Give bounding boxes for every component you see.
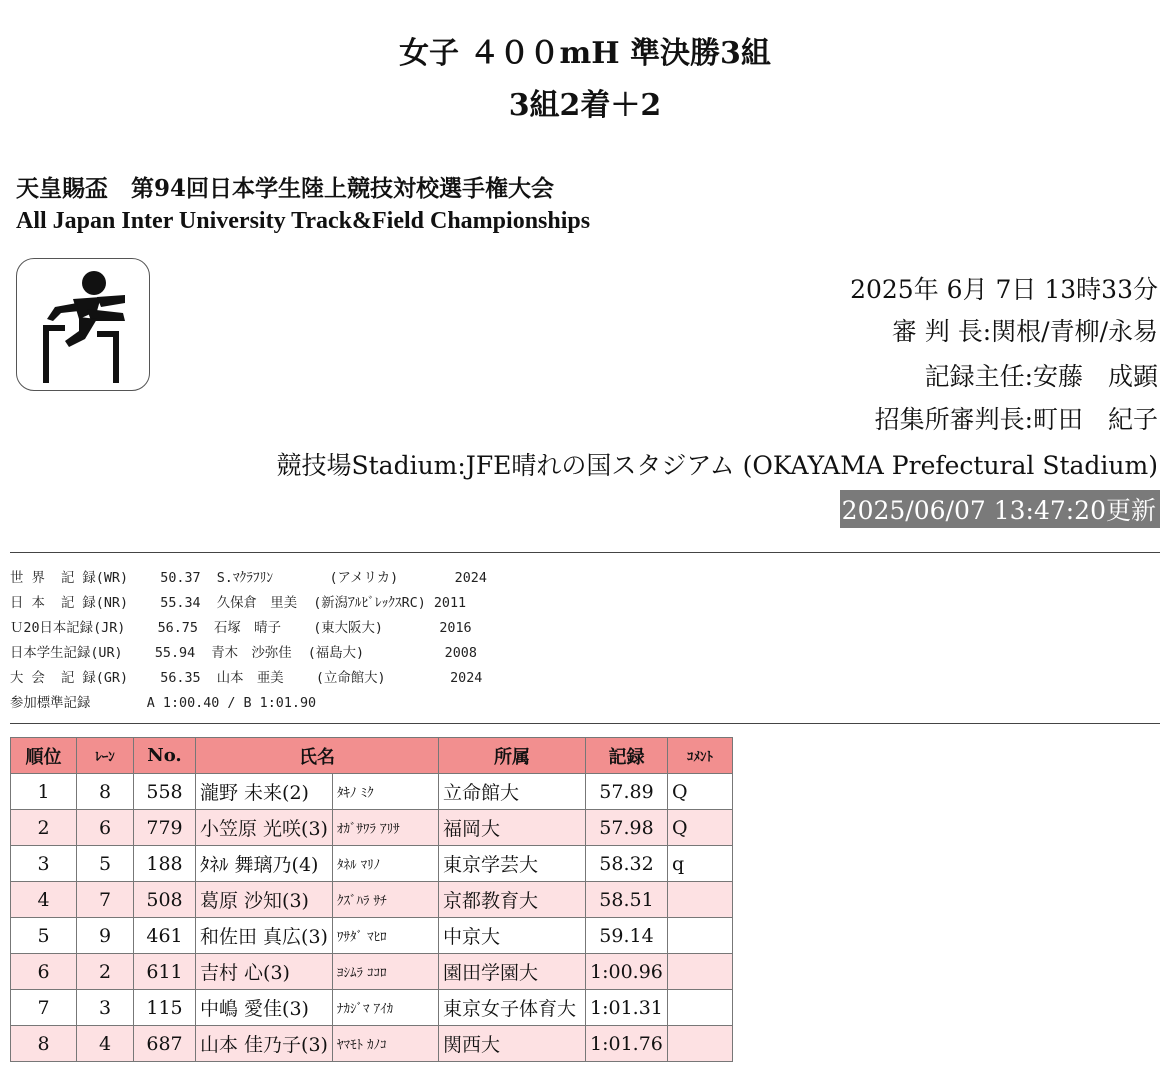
race-datetime: 2025年 6月 7日 13時33分 (850, 275, 1158, 304)
divider (10, 552, 1160, 553)
header-name: 氏名 (196, 738, 439, 774)
kana-cell: ﾜｻﾀﾞ ﾏﾋﾛ (332, 918, 438, 954)
kana-cell: ﾀﾈﾙ ﾏﾘﾉ (332, 846, 438, 882)
comment-cell: Q (667, 774, 732, 810)
records-block (10, 566, 487, 716)
kana-cell: ｸｽﾞﾊﾗ ｻﾁ (332, 882, 438, 918)
rank-cell: 6 (11, 954, 77, 990)
time-cell: 1:00.96 (585, 954, 667, 990)
affiliation-cell: 中京大 (438, 918, 585, 954)
hurdles-pictogram-icon (16, 258, 150, 391)
comment-cell (667, 882, 732, 918)
time-cell: 57.89 (585, 774, 667, 810)
table-row (11, 810, 733, 846)
number-cell: 558 (134, 774, 196, 810)
rank-cell: 7 (11, 990, 77, 1026)
table-row (11, 846, 733, 882)
name-cell: 瀧野 未来(2) (196, 774, 333, 810)
time-cell: 58.32 (585, 846, 667, 882)
header-rank: 順位 (11, 738, 77, 774)
kana-cell: ｵｶﾞｻﾜﾗ ｱﾘｻ (332, 810, 438, 846)
comment-cell (667, 954, 732, 990)
lane-cell: 5 (77, 846, 134, 882)
name-cell: 小笠原 光咲(3) (196, 810, 333, 846)
header-comment: ｺﾒﾝﾄ (667, 738, 732, 774)
table-row (11, 882, 733, 918)
comment-cell: Q (667, 810, 732, 846)
name-cell: 山本 佳乃子(3) (196, 1026, 333, 1062)
header-affiliation: 所属 (438, 738, 585, 774)
time-cell: 1:01.31 (585, 990, 667, 1026)
number-cell: 461 (134, 918, 196, 954)
meet-name-english: All Japan Inter University Track&Field Championships (16, 208, 591, 234)
lane-cell: 4 (77, 1026, 134, 1062)
table-row (11, 1026, 733, 1062)
rank-cell: 1 (11, 774, 77, 810)
comment-cell (667, 990, 732, 1026)
results-table (10, 737, 733, 1062)
name-cell: ﾀﾈﾙ 舞璃乃(4) (196, 846, 333, 882)
lane-cell: 8 (77, 774, 134, 810)
lane-cell: 6 (77, 810, 134, 846)
rank-cell: 5 (11, 918, 77, 954)
number-cell: 508 (134, 882, 196, 918)
table-row (11, 774, 733, 810)
name-cell: 中嶋 愛佳(3) (196, 990, 333, 1026)
affiliation-cell: 東京女子体育大 (438, 990, 585, 1026)
kana-cell: ﾀｷﾉ ﾐｸ (332, 774, 438, 810)
divider (10, 723, 1160, 724)
number-cell: 779 (134, 810, 196, 846)
number-cell: 611 (134, 954, 196, 990)
number-cell: 115 (134, 990, 196, 1026)
lane-cell: 3 (77, 990, 134, 1026)
lane-cell: 7 (77, 882, 134, 918)
header-number: No. (134, 738, 196, 774)
record-line-world: 世 界 記 録(WR) 50.37 S.ﾏｸﾗﾌﾘﾝ (アメリカ) 2024 (10, 571, 487, 586)
time-cell: 57.98 (585, 810, 667, 846)
kana-cell: ﾔﾏﾓﾄ ｶﾉｺ (332, 1026, 438, 1062)
comment-cell (667, 1026, 732, 1062)
record-line-meet: 大 会 記 録(GR) 56.35 山本 亜美 (立命館大) 2024 (10, 671, 483, 686)
affiliation-cell: 立命館大 (438, 774, 585, 810)
header-time: 記録 (585, 738, 667, 774)
lane-cell: 9 (77, 918, 134, 954)
rank-cell: 8 (11, 1026, 77, 1062)
name-cell: 葛原 沙知(3) (196, 882, 333, 918)
results-header-row (11, 738, 733, 774)
rank-cell: 3 (11, 846, 77, 882)
number-cell: 687 (134, 1026, 196, 1062)
referee: 審 判 長:関根/青柳/永易 (891, 317, 1158, 346)
time-cell: 1:01.76 (585, 1026, 667, 1062)
record-line-u20: Ｕ20日本記録(JR) 56.75 石塚 晴子 (東大阪大) 2016 (10, 621, 472, 636)
name-cell: 和佐田 真広(3) (196, 918, 333, 954)
affiliation-cell: 京都教育大 (438, 882, 585, 918)
stadium: 競技場Stadium:JFE晴れの国スタジアム (OKAYAMA Prefectural Stadium) (276, 451, 1158, 480)
number-cell: 188 (134, 846, 196, 882)
table-row (11, 990, 733, 1026)
comment-cell: q (667, 846, 732, 882)
lane-cell: 2 (77, 954, 134, 990)
rank-cell: 4 (11, 882, 77, 918)
time-cell: 58.51 (585, 882, 667, 918)
affiliation-cell: 東京学芸大 (438, 846, 585, 882)
affiliation-cell: 園田学園大 (438, 954, 585, 990)
record-line-entry-standard: 参加標準記録 A 1:00.40 / B 1:01.90 (10, 696, 317, 711)
table-row (11, 954, 733, 990)
qualification-rule: 3組2着＋2 (508, 88, 662, 123)
affiliation-cell: 関西大 (438, 1026, 585, 1062)
record-line-national: 日 本 記 録(NR) 55.34 久保倉 里美 (新潟ｱﾙﾋﾞﾚｯｸｽRC) 2011 (10, 596, 467, 611)
rank-cell: 2 (11, 810, 77, 846)
record-chief: 記録主任:安藤 成顕 (924, 362, 1158, 391)
kana-cell: ﾖｼﾑﾗ ｺｺﾛ (332, 954, 438, 990)
call-room-referee: 招集所審判長:町田 紀子 (874, 405, 1158, 434)
kana-cell: ﾅｶｼﾞﾏ ｱｲｶ (332, 990, 438, 1026)
event-title: 女子 ４００mH 準決勝3組 (399, 36, 771, 71)
name-cell: 吉村 心(3) (196, 954, 333, 990)
comment-cell (667, 918, 732, 954)
time-cell: 59.14 (585, 918, 667, 954)
record-line-student: 日本学生記録(UR) 55.94 青木 沙弥佳 (福島大) 2008 (10, 646, 477, 661)
updated-timestamp: 2025/06/07 13:47:20更新 (840, 490, 1160, 528)
affiliation-cell: 福岡大 (438, 810, 585, 846)
header-lane: ﾚｰﾝ (77, 738, 134, 774)
table-row (11, 918, 733, 954)
meet-name-japanese: 天皇賜盃 第94回日本学生陸上競技対校選手権大会 (16, 175, 555, 202)
